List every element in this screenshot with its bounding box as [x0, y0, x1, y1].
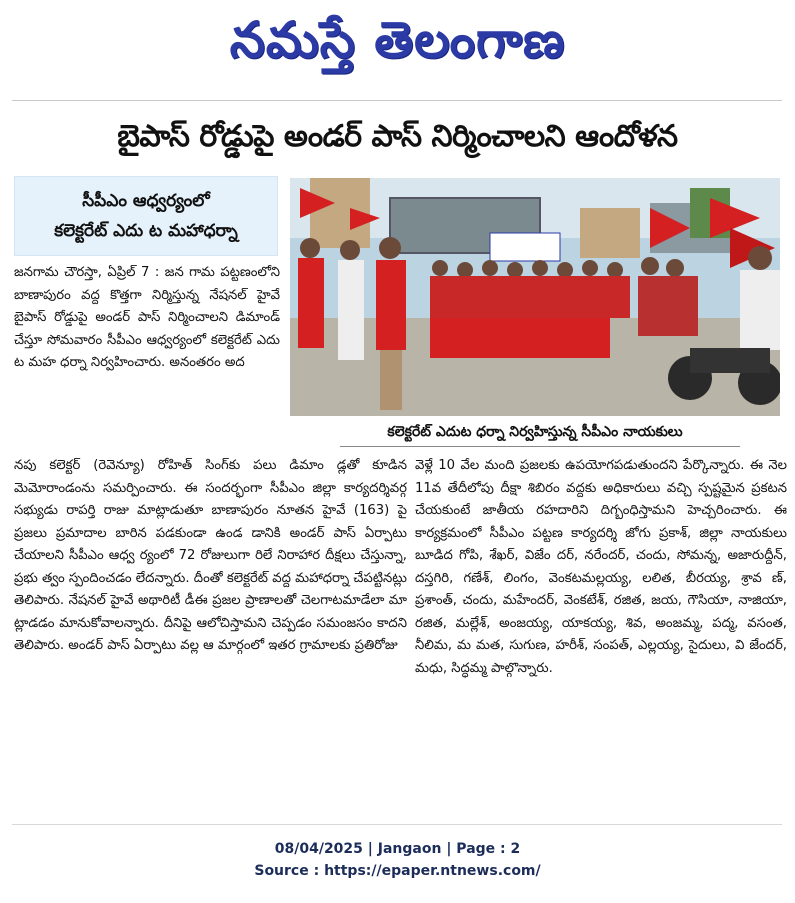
footer: [0, 838, 795, 882]
caption-underline: [340, 446, 740, 447]
body-paragraph: జనగామ చౌరస్తా, ఏప్రిల్ 7 : జన గామ పట్టణంలోని బాణాపురం వద్ద కొత్తగా నిర్మిస్తున్న నేషనల్ హైవే బైపాస్ రోడ్డుపై అండర్ పాస్ నిర్మించాలని డిమాండ్ చేస్తూ సోమవారం సీపీఎం ఆధ్వర్యంలో కలెక్టరేట్ ఎదు ట మహ ధర్నా నిర్వహించారు. అనంతరం అద: [14, 265, 280, 370]
masthead-divider: [12, 100, 782, 101]
article-subhead: [14, 176, 278, 256]
newspaper-title: నమస్తే తెలంగాణ: [229, 10, 566, 69]
body-paragraph: నపు కలెక్టర్ (రెవెన్యూ) రోహిత్ సింగ్‌కు పలు డిమాం డ్లతో కూడిన మెమోరాండంను సమర్పించారు. ఈ సందర్భంగా సీపీఎం జిల్లా కార్యదర్శివర్గ సభ్యుడు రాపర్తి రాజు మాట్లాడుతూ బాణాపురం నూతన హైవే (163) పై ప్రజలు ప్రమాదాల బారిన పడకుండా ఉండ డానికి అండర్ పాస్ ఏర్పాటు చేయాలని సీపీఎం ఆధ్వ ర్యంలో 72 రోజులుగా రిలే నిరాహార దీక్షలు చేస్తున్నా, ప్రభు త్వం స్పందించడం లేదన్నారు. దీంతో కలెక్టరేట్ వద్ద మహాధర్నా చేపట్టినట్లు తెలిపారు. నేషనల్ హైవే అథారిటీ డీఈ ప్రజల ప్రాణాలతో చెలగాటమాడేలా మా ట్లాడడం మానుకోవాలన్నారు. దీనిపై ఆలోచిస్తామని చెప్పడం సమంజసం కాదని తెలిపారు. అండర్ పాస్ ఏర్పాటు వల్ల ఆ మార్గంలో ఇతర గ్రామాలకు ప్రతిరోజు: [14, 458, 407, 653]
masthead: [0, 0, 795, 92]
footer-source-link[interactable]: Source : https://epaper.ntnews.com/: [254, 863, 541, 879]
article-body-right: [415, 455, 787, 680]
protest-photo-illustration: [290, 178, 780, 416]
news-photo: [290, 178, 780, 416]
subhead-line-1: సీపీఎం ఆధ్వర్యంలో: [82, 191, 210, 211]
article-body-left-bottom: [14, 455, 407, 658]
subhead-line-2: కలెక్టరేట్ ఎదు ట మహాధర్నా: [54, 221, 238, 241]
body-paragraph: వెళ్లే 10 వేల మంది ప్రజలకు ఉపయోగపడుతుందని పేర్కొన్నారు. ఈ నెల 11వ తేదీలోపు దీక్షా శిబిరం వద్దకు అధికారులు వచ్చి స్పష్టమైన ప్రకటన చేయకుంటే జాతీయ రహదారిని దిగ్బంధిస్తామని హెచ్చరించారు. ఈ కార్యక్రమంలో సీపీఎం పట్టణ కార్యదర్శి జోగు ప్రకాశ్, జిల్లా నాయకులు బూడిద గోపి, శేఖర్, విజేం దర్, నరేందర్, చందు, సోమన్న, అజారుద్దీన్, దస్తగిరి, గణేశ్, లింగం, వెంకటమల్లయ్య, లలిత, బీరయ్య, శ్రావ ణ్, ప్రశాంత్, చందు, మహేందర్, వెంకటేశ్, రజిత, జయ, గౌసియా, నాజియా, రజిత, మల్లేశ్, అంజయ్య, యాకయ్య, శివ, అంజమ్మ, పద్మ, వసంత, నీలిమ, మ మత, సుగుణ, హరీశ్, సంపత్, ఎల్లయ్య, సైదులు, వి జేందర్, మధు, సిద్ధమ్మ పాల్గొన్నారు.: [415, 458, 787, 676]
footer-date-edition: 08/04/2025 | Jangaon | Page : 2: [274, 841, 521, 857]
photo-caption: కలెక్టరేట్ ఎదుట ధర్నా నిర్వహిస్తున్న సీపీఎం నాయకులు: [387, 423, 683, 440]
article-headline: బైపాస్ రోడ్డుపై అండర్ పాస్ నిర్మించాలని ఆందోళన: [117, 119, 678, 154]
article-bottom-divider: [12, 824, 782, 825]
article-body-left-top: [14, 262, 280, 375]
